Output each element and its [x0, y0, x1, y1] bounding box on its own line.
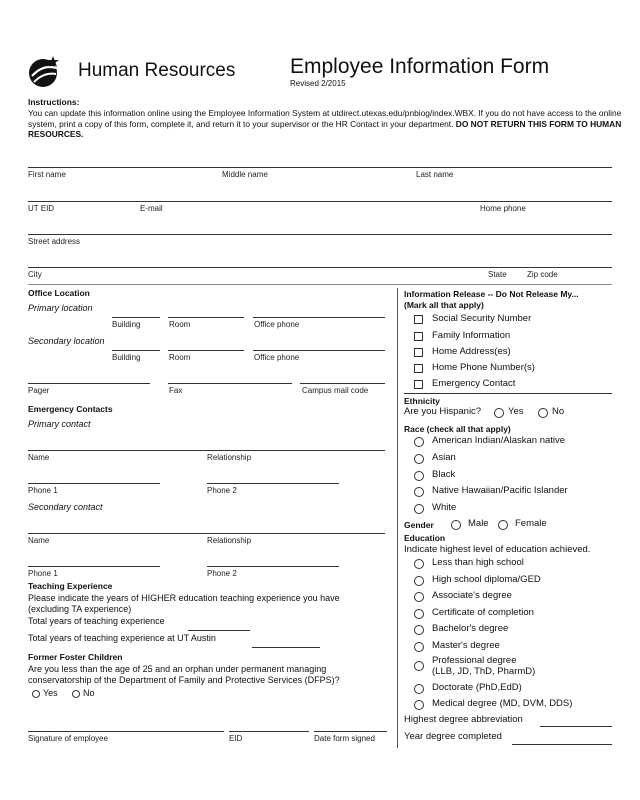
- form-title: Employee Information Form: [290, 55, 550, 78]
- fax-label: Fax: [169, 386, 183, 395]
- release-ssn-checkbox[interactable]: [414, 315, 423, 324]
- hispanic-no-label: No: [552, 406, 565, 417]
- edu-certificate-radio[interactable]: [414, 609, 424, 619]
- secondary-contact-label: Secondary contact: [28, 502, 103, 512]
- emergency-contacts-heading: Emergency Contacts: [28, 404, 113, 414]
- primary-relationship-label: Relationship: [207, 453, 252, 462]
- org-name: Human Resources: [78, 60, 236, 81]
- info-release-heading: Information Release -- Do Not Release My...: [404, 289, 579, 299]
- secondary-phone1-label: Phone 1: [28, 569, 58, 578]
- total-teaching-field[interactable]: [188, 630, 250, 631]
- edu-bachelor-radio[interactable]: [414, 625, 424, 635]
- hispanic-yes-radio[interactable]: [494, 408, 504, 418]
- date-signed-label: Date form signed: [314, 734, 375, 743]
- foster-no-label: No: [83, 688, 95, 698]
- street-address-label: Street address: [28, 237, 81, 246]
- primary-building-field[interactable]: [112, 317, 160, 318]
- teaching-text: Please indicate the years of HIGHER education teaching experience you have: [28, 593, 340, 603]
- foster-question-2: conservatorship of the Department of Family and Protective Services (DFPS)?: [28, 675, 340, 685]
- edu-professional-radio[interactable]: [414, 661, 424, 671]
- edu-certificate-label: Certificate of completion: [432, 607, 534, 618]
- date-signed-field[interactable]: [314, 731, 387, 732]
- release-divider: [404, 393, 612, 394]
- secondary-contact-name-label: Name: [28, 536, 50, 545]
- total-ut-teaching-label: Total years of teaching experience at UT Austin: [28, 633, 216, 643]
- edu-master-radio[interactable]: [414, 642, 424, 652]
- edu-professional-detail: (LLB, JD, ThD, PharmD): [432, 666, 536, 677]
- gender-heading: Gender: [404, 520, 434, 530]
- instructions-body: [28, 108, 628, 140]
- former-foster-heading: Former Foster Children: [28, 652, 123, 662]
- secondary-location-label: Secondary location: [28, 336, 105, 346]
- email-label: E-mail: [140, 204, 163, 213]
- campus-mail-field[interactable]: [300, 383, 385, 384]
- edu-less-than-hs-label: Less than high school: [432, 557, 524, 568]
- edu-master-label: Master's degree: [432, 640, 500, 651]
- race-hawaiian-label: Native Hawaiian/Pacific Islander: [432, 485, 568, 496]
- release-emergency-checkbox[interactable]: [414, 380, 423, 389]
- ut-eid-label: UT EID: [28, 204, 55, 213]
- primary-phone1-field[interactable]: [28, 483, 160, 484]
- gender-male-radio[interactable]: [451, 520, 461, 530]
- edu-doctorate-label: Doctorate (PhD,EdD): [432, 682, 522, 693]
- eid-field[interactable]: [229, 731, 309, 732]
- secondary-office-phone-field[interactable]: [253, 350, 385, 351]
- year-completed-label: Year degree completed: [404, 731, 502, 742]
- secondary-relationship-label: Relationship: [207, 536, 252, 545]
- foster-no-radio[interactable]: [72, 690, 80, 698]
- ethnicity-heading: Ethnicity: [404, 396, 440, 406]
- last-name-label: Last name: [416, 170, 454, 179]
- signature-eid-label: EID: [229, 734, 243, 743]
- release-address-checkbox[interactable]: [414, 348, 423, 357]
- race-hawaiian-radio[interactable]: [414, 487, 424, 497]
- fax-field[interactable]: [168, 383, 292, 384]
- primary-contact-name-label: Name: [28, 453, 50, 462]
- primary-location-label: Primary location: [28, 303, 93, 313]
- edu-medical-label: Medical degree (MD, DVM, DDS): [432, 698, 573, 709]
- edu-doctorate-radio[interactable]: [414, 684, 424, 694]
- signature-field[interactable]: [28, 731, 224, 732]
- release-family-checkbox[interactable]: [414, 332, 423, 341]
- column-divider: [397, 288, 398, 748]
- gender-female-radio[interactable]: [498, 520, 508, 530]
- foster-question-1: Are you less than the age of 25 and an orphan under permanent managing: [28, 664, 327, 674]
- first-name-label: First name: [28, 170, 66, 179]
- race-asian-radio[interactable]: [414, 454, 424, 464]
- ut-logo: [26, 54, 62, 90]
- foster-yes-radio[interactable]: [32, 690, 40, 698]
- info-release-sub: (Mark all that apply): [404, 300, 484, 310]
- primary-contact-label: Primary contact: [28, 419, 91, 429]
- edu-professional-label: Professional degree: [432, 655, 517, 666]
- release-ssn-label: Social Security Number: [432, 313, 532, 324]
- release-address-label: Home Address(es): [432, 346, 511, 357]
- hispanic-yes-label: Yes: [508, 406, 524, 417]
- edu-associate-radio[interactable]: [414, 592, 424, 602]
- race-heading: Race (check all that apply): [404, 424, 511, 434]
- edu-less-than-hs-radio[interactable]: [414, 559, 424, 569]
- campus-mail-label: Campus mail code: [302, 386, 369, 395]
- city-label: City: [28, 270, 42, 279]
- eid-email-field[interactable]: [28, 201, 612, 202]
- edu-bachelor-label: Bachelor's degree: [432, 623, 509, 634]
- race-asian-label: Asian: [432, 452, 456, 463]
- race-white-radio[interactable]: [414, 504, 424, 514]
- secondary-contact-name-field[interactable]: [28, 533, 385, 534]
- section-divider: [28, 284, 612, 285]
- primary-phone1-label: Phone 1: [28, 486, 58, 495]
- gender-male-label: Male: [468, 518, 489, 529]
- total-ut-teaching-field[interactable]: [252, 647, 320, 648]
- primary-office-phone-label: Office phone: [254, 320, 300, 329]
- secondary-room-label: Room: [169, 353, 191, 362]
- zip-label: Zip code: [527, 270, 558, 279]
- degree-abbrev-label: Highest degree abbreviation: [404, 714, 523, 725]
- education-heading: Education: [404, 533, 446, 543]
- instructions-emphasis: DO NOT RETURN THIS FORM TO HUMAN RESOURCES.: [28, 118, 622, 139]
- street-address-field[interactable]: [28, 234, 612, 235]
- secondary-phone1-field[interactable]: [28, 566, 160, 567]
- pager-label: Pager: [28, 386, 50, 395]
- secondary-room-field[interactable]: [168, 350, 244, 351]
- teaching-experience-heading: Teaching Experience: [28, 581, 113, 591]
- primary-office-phone-field[interactable]: [253, 317, 385, 318]
- pager-field[interactable]: [28, 383, 150, 384]
- logo-globe-icon: [26, 54, 62, 90]
- first-name-field[interactable]: [28, 167, 612, 168]
- total-teaching-label: Total years of teaching experience: [28, 616, 165, 626]
- release-phone-checkbox[interactable]: [414, 364, 423, 373]
- secondary-building-field[interactable]: [112, 350, 160, 351]
- release-phone-label: Home Phone Number(s): [432, 362, 535, 373]
- primary-room-label: Room: [169, 320, 191, 329]
- release-emergency-label: Emergency Contact: [432, 378, 516, 389]
- gender-female-label: Female: [515, 518, 547, 529]
- degree-abbrev-field[interactable]: [540, 726, 612, 727]
- race-american-indian-radio[interactable]: [414, 437, 424, 447]
- year-completed-field[interactable]: [512, 744, 612, 745]
- city-field[interactable]: [28, 267, 612, 268]
- race-black-label: Black: [432, 469, 456, 480]
- middle-name-label: Middle name: [222, 170, 268, 179]
- race-white-label: White: [432, 502, 457, 513]
- primary-room-field[interactable]: [168, 317, 244, 318]
- secondary-phone2-field[interactable]: [207, 566, 339, 567]
- revised-date: Revised 2/2015: [290, 79, 346, 88]
- office-location-heading: Office Location: [28, 288, 90, 298]
- primary-phone2-label: Phone 2: [207, 486, 237, 495]
- secondary-office-phone-label: Office phone: [254, 353, 300, 362]
- foster-yes-label: Yes: [43, 688, 58, 698]
- race-american-indian-label: American Indian/Alaskan native: [432, 435, 566, 446]
- signature-label: Signature of employee: [28, 734, 109, 743]
- teaching-text-2: (excluding TA experience): [28, 604, 132, 614]
- edu-associate-label: Associate's degree: [432, 590, 512, 601]
- education-sub: Indicate highest level of education achieved.: [404, 544, 591, 555]
- secondary-phone2-label: Phone 2: [207, 569, 237, 578]
- primary-phone2-field[interactable]: [207, 483, 339, 484]
- hispanic-question: Are you Hispanic?: [404, 406, 482, 417]
- edu-medical-radio[interactable]: [414, 700, 424, 710]
- instructions-text: You can update this information online using the Employee Information System at utdirect.utexas.edu/pnbiog/index.WBX. If you do not have access to the online system, print a copy of this form, complete it, and return it to your supervisor or the HR Contact in your department.: [28, 108, 622, 129]
- hispanic-no-radio[interactable]: [538, 408, 548, 418]
- primary-building-label: Building: [112, 320, 141, 329]
- instructions-heading: Instructions:: [28, 97, 80, 107]
- primary-contact-name-field[interactable]: [28, 450, 385, 451]
- race-black-radio[interactable]: [414, 471, 424, 481]
- home-phone-label: Home phone: [480, 204, 526, 213]
- edu-hs-diploma-radio[interactable]: [414, 576, 424, 586]
- release-family-label: Family Information: [432, 330, 511, 341]
- edu-hs-diploma-label: High school diploma/GED: [432, 574, 541, 585]
- secondary-building-label: Building: [112, 353, 141, 362]
- state-label: State: [488, 270, 507, 279]
